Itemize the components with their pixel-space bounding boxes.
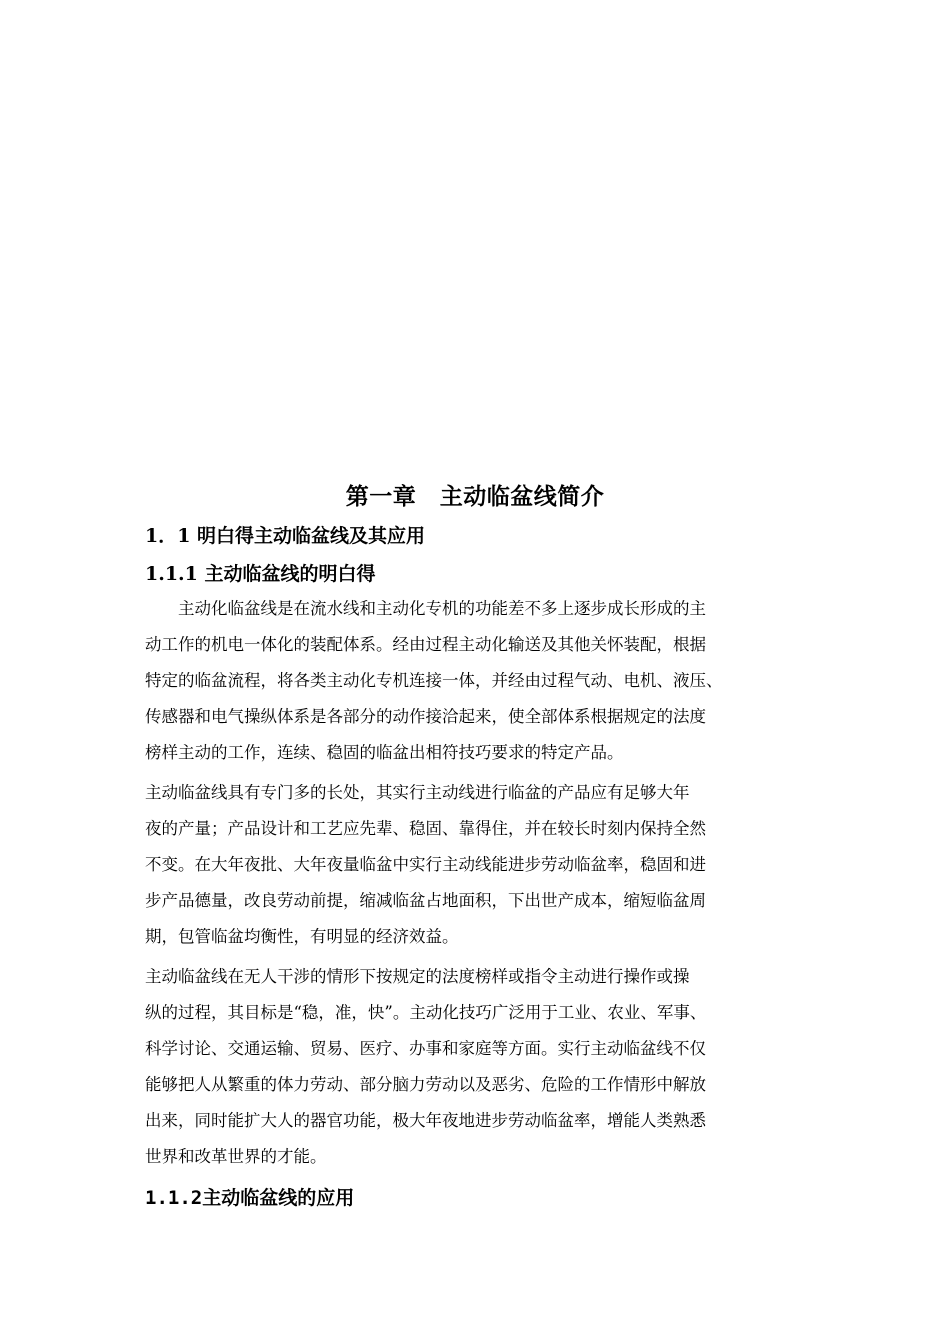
paragraph-2-line-3: 不变。在大年夜批、大年夜量临盆中实行主动线能进步劳动临盆率，稳固和进	[145, 855, 706, 874]
paragraph-1-line-3: 特定的临盆流程，将各类主动化专机连接一体，并经由过程气动、电机、液压、	[145, 671, 723, 690]
subsection-title: 主动临盆线的应用	[202, 1187, 355, 1209]
section-heading: 1．1 明白得主动临盆线及其应用	[145, 525, 426, 547]
paragraph-3-line-6: 世界和改革世界的才能。	[145, 1147, 327, 1166]
paragraph-2-line-1: 主动临盆线具有专门多的长处，其实行主动线进行临盆的产品应有足够大年	[145, 783, 690, 802]
paragraph-3-line-5: 出来，同时能扩大人的器官功能，极大年夜地进步劳动临盆率，增能人类熟悉	[145, 1111, 706, 1130]
paragraph-3-line-2: 纵的过程，其目标是“稳，准，快”。主动化技巧广泛用于工业、农业、军事、	[145, 1003, 707, 1022]
paragraph-1-line-4: 传感器和电气操纵体系是各部分的动作接洽起来，使全部体系根据规定的法度	[145, 707, 706, 726]
subsection-heading-1-1-1: 1.1.1 主动临盆线的明白得	[145, 563, 376, 585]
paragraph-3-line-1: 主动临盆线在无人干涉的情形下按规定的法度榜样或指令主动进行操作或操	[145, 967, 690, 986]
subsection-heading-1-1-2	[145, 1182, 354, 1214]
paragraph-1-line-1: 主动化临盆线是在流水线和主动化专机的功能差不多上逐步成长形成的主	[145, 599, 706, 618]
chapter-title: 第一章 主动临盆线简介	[345, 483, 605, 510]
paragraph-2-line-4: 步产品德量，改良劳动前提，缩减临盆占地面积，下出世产成本，缩短临盆周	[145, 891, 706, 910]
paragraph-1-line-5: 榜样主动的工作，连续、稳固的临盆出相符技巧要求的特定产品。	[145, 743, 624, 762]
paragraph-1-line-2: 动工作的机电一体化的装配体系。经由过程主动化输送及其他关怀装配，根据	[145, 635, 706, 654]
subsection-number: 1.1.2	[145, 1187, 203, 1209]
paragraph-3-line-3: 科学讨论、交通运输、贸易、医疗、办事和家庭等方面。实行主动临盆线不仅	[145, 1039, 706, 1058]
paragraph-2-line-5: 期，包管临盆均衡性，有明显的经济效益。	[145, 927, 459, 946]
paragraph-2-line-2: 夜的产量；产品设计和工艺应先辈、稳固、靠得住，并在较长时刻内保持全然	[145, 819, 706, 838]
paragraph-3-line-4: 能够把人从繁重的体力劳动、部分脑力劳动以及恶劣、危险的工作情形中解放	[145, 1075, 706, 1094]
